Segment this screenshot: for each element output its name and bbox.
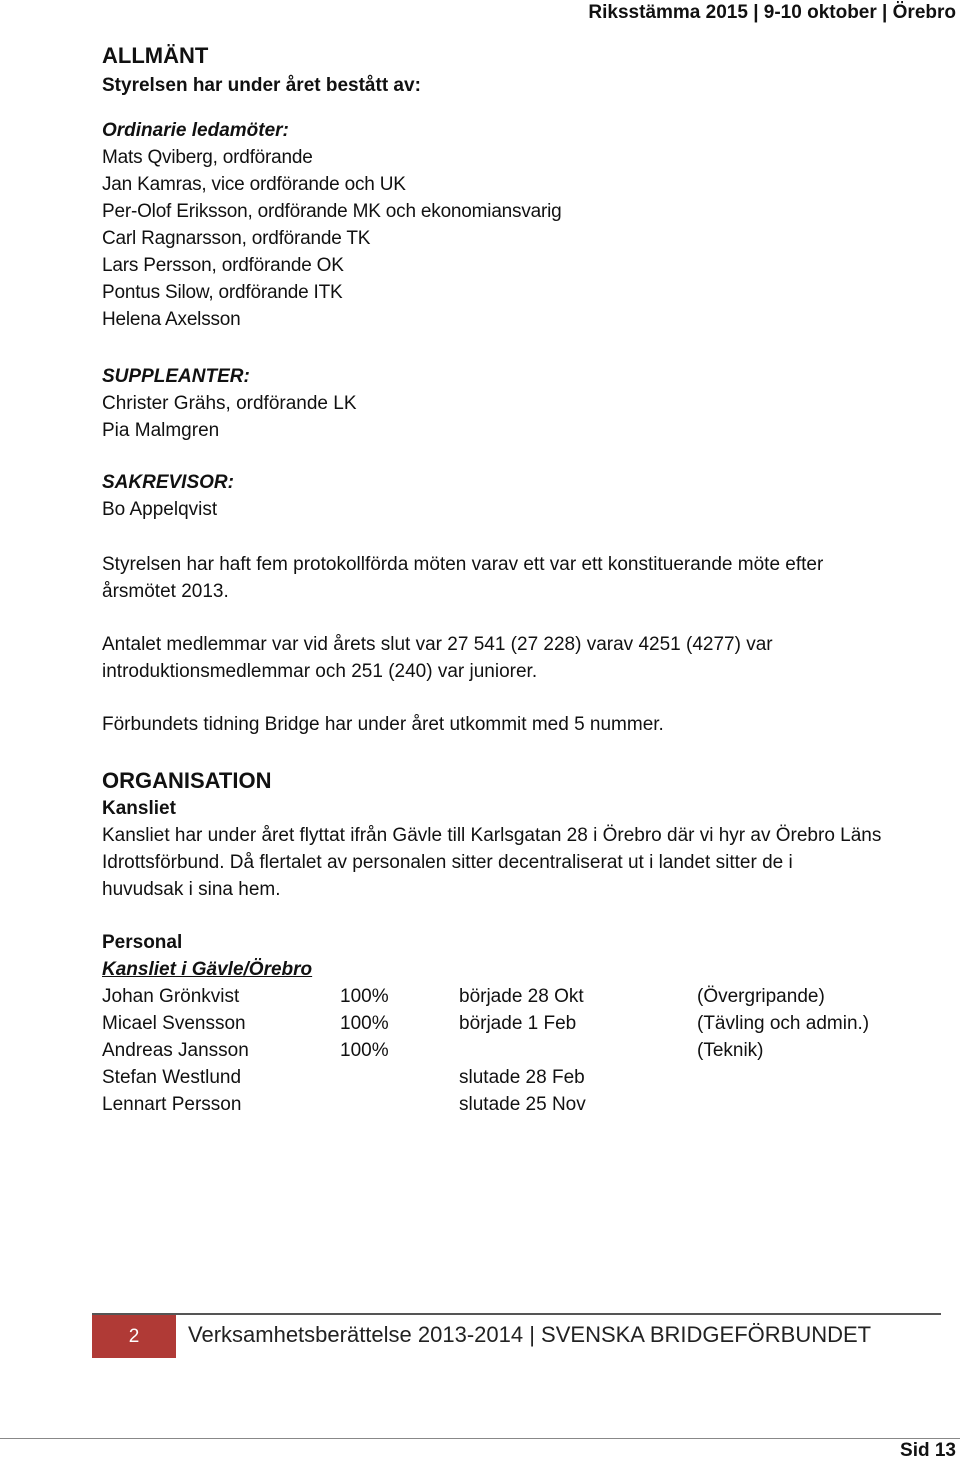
footer-title: Verksamhetsberättelse 2013-2014 | SVENSKA BRIDGEFÖRBUNDET (188, 1322, 872, 1347)
staff-name: Micael Svensson (102, 1013, 246, 1034)
paragraph-meetings-line2: årsmötet 2013. (102, 581, 229, 602)
staff-name: Stefan Westlund (102, 1067, 242, 1088)
staff-note: slutade 28 Feb (459, 1067, 585, 1088)
list-item: Bo Appelqvist (102, 499, 218, 520)
staff-percentage: 100% (340, 1040, 389, 1061)
staff-note: slutade 25 Nov (459, 1094, 586, 1115)
paragraph-magazine: Förbundets tidning Bridge har under året utkommit med 5 nummer. (102, 714, 664, 735)
bottom-divider (0, 1438, 960, 1439)
list-item: Christer Grähs, ordförande LK (102, 393, 357, 414)
ordinarie-heading: Ordinarie ledamöter: (102, 120, 289, 141)
staff-note: började 28 Okt (459, 986, 584, 1007)
paragraph-kansliet-line3: huvudsak i sina hem. (102, 879, 281, 900)
footer-number: 2 (128, 1325, 140, 1347)
staff-percentage: 100% (340, 1013, 389, 1034)
section-title-organisation: ORGANISATION (102, 768, 272, 793)
staff-name: Andreas Jansson (102, 1040, 249, 1061)
paragraph-members-line2: introduktionsmedlemmar och 251 (240) var juniorer. (102, 661, 538, 682)
list-item: Lars Persson, ordförande OK (102, 255, 344, 276)
list-item: Jan Kamras, vice ordförande och UK (102, 174, 406, 195)
suppleanter-heading: SUPPLEANTER: (102, 366, 250, 387)
paragraph-kansliet-line1: Kansliet har under året flyttat ifrån Gävle till Karlsgatan 28 i Örebro där vi hyr av Örebro Läns (102, 825, 882, 846)
staff-note: började 1 Feb (459, 1013, 577, 1034)
section-title-allmant: ALLMÄNT (102, 43, 209, 68)
staff-name: Lennart Persson (102, 1094, 242, 1115)
list-item: Per-Olof Eriksson, ordförande MK och ekonomiansvarig (102, 201, 562, 222)
personal-heading: Personal (102, 932, 183, 953)
paragraph-meetings-line1: Styrelsen har haft fem protokollförda möten varav ett var ett konstituerande möte efter (102, 554, 824, 575)
footer-divider (92, 1313, 941, 1315)
list-item: Carl Ragnarsson, ordförande TK (102, 228, 371, 249)
list-item: Mats Qviberg, ordförande (102, 147, 313, 168)
page-number: Sid 13 (900, 1440, 956, 1461)
staff-percentage: 100% (340, 986, 389, 1007)
page-header: Riksstämma 2015 | 9-10 oktober | Örebro (588, 2, 956, 23)
list-item: Helena Axelsson (102, 309, 241, 330)
kansliet-heading: Kansliet (102, 798, 176, 819)
sakrevisor-heading: SAKREVISOR: (102, 472, 234, 493)
board-intro: Styrelsen har under året bestått av: (102, 75, 421, 96)
staff-name: Johan Grönkvist (102, 986, 240, 1007)
staff-role: (Övergripande) (697, 986, 825, 1007)
list-item: Pia Malmgren (102, 420, 220, 441)
footer-number-box (92, 1315, 176, 1358)
list-item: Pontus Silow, ordförande ITK (102, 282, 343, 303)
staff-role: (Tävling och admin.) (697, 1013, 870, 1034)
staff-role: (Teknik) (697, 1040, 764, 1061)
paragraph-members-line1: Antalet medlemmar var vid årets slut var 27 541 (27 228) varav 4251 (4277) var (102, 634, 773, 655)
kansliet-location-heading: Kansliet i Gävle/Örebro (102, 959, 313, 980)
paragraph-kansliet-line2: Idrottsförbund. Då flertalet av personalen sitter decentraliserat ut i landet sitter de i (102, 852, 793, 873)
